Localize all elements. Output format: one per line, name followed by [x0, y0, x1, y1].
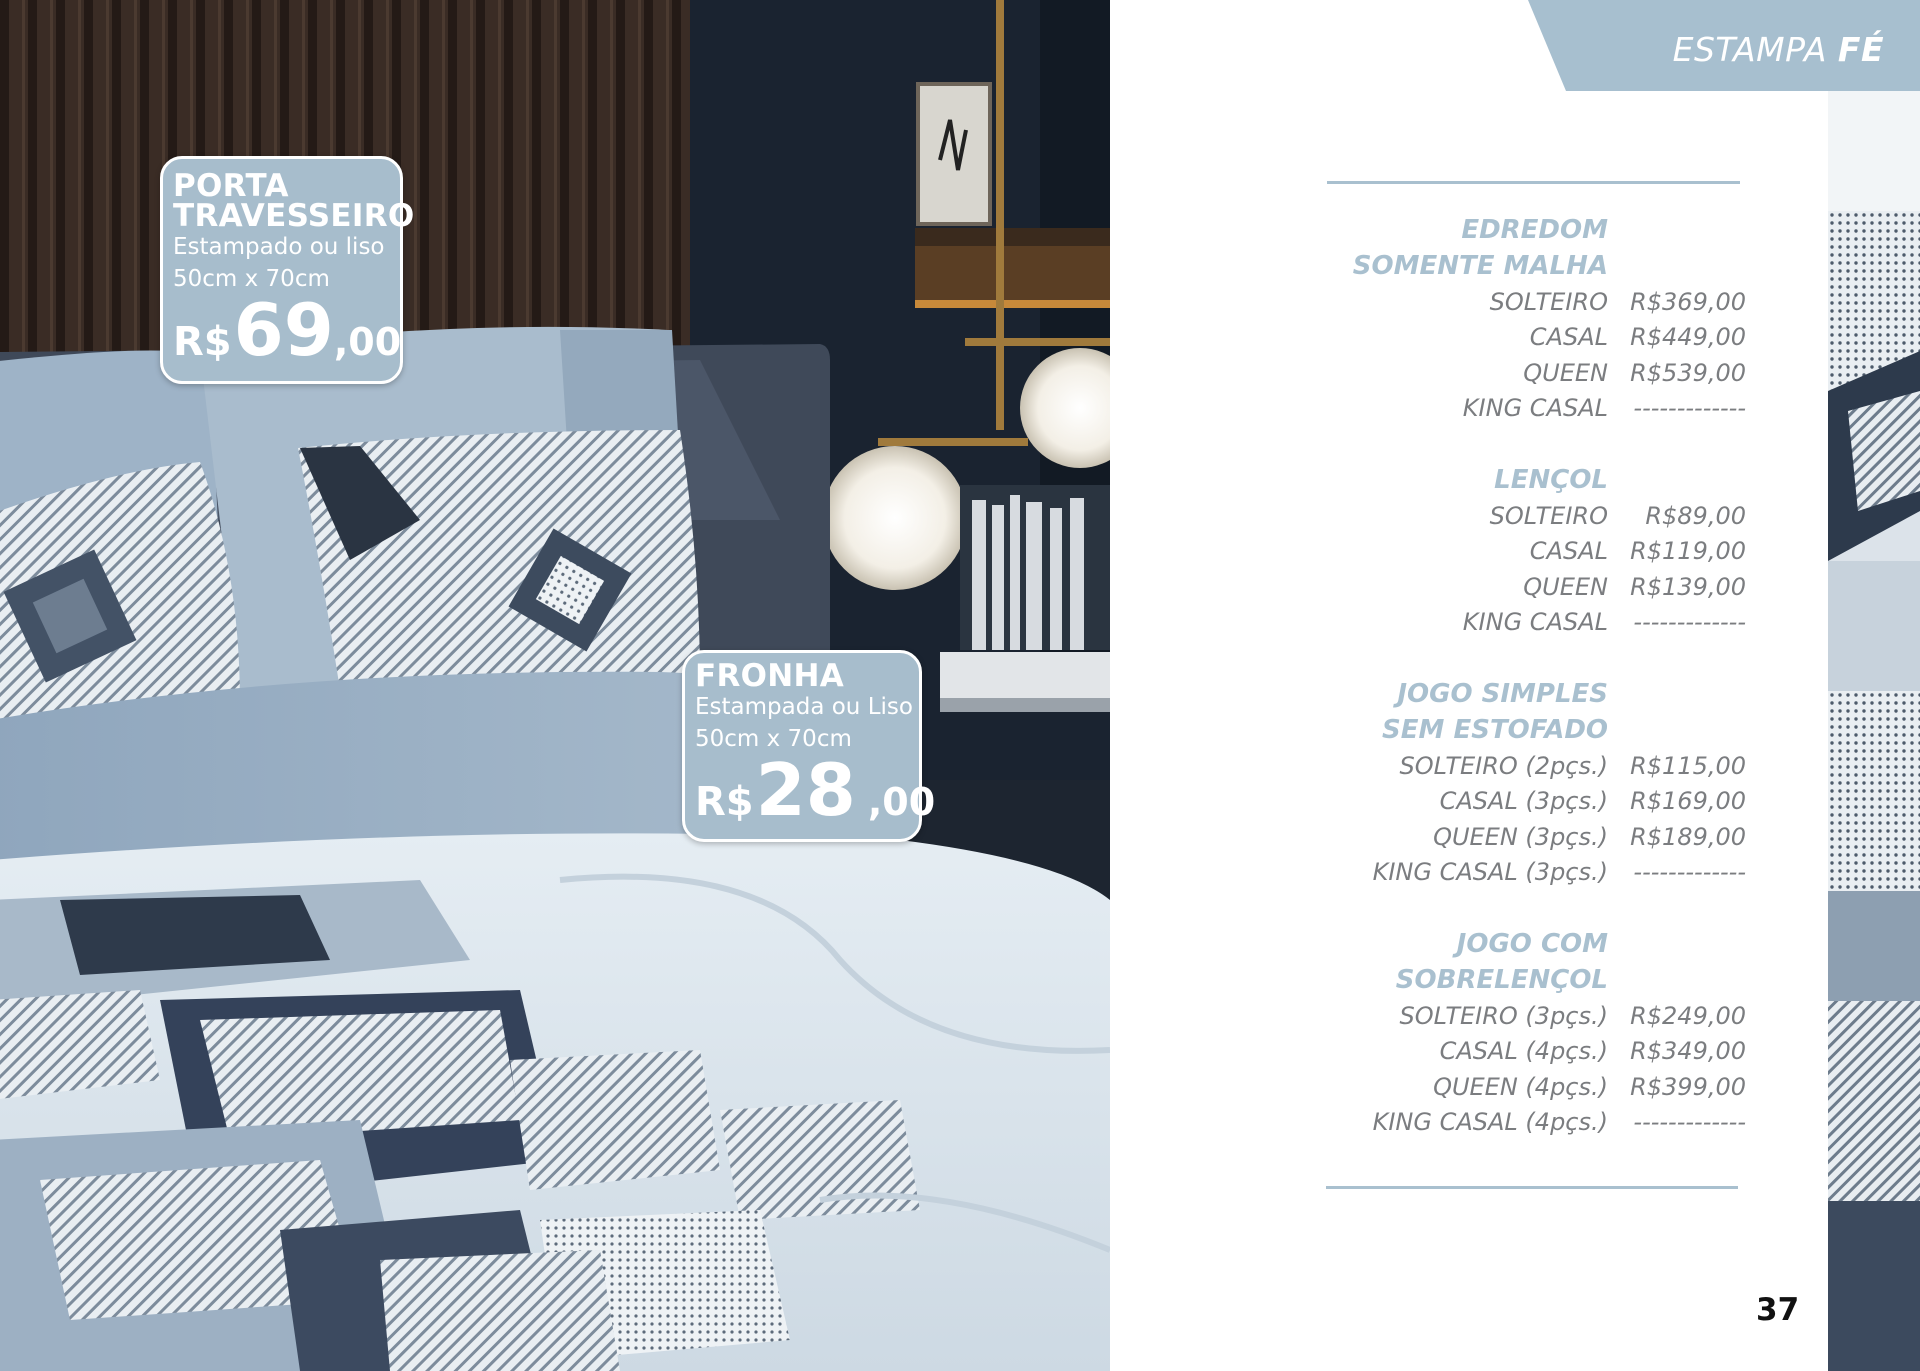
price-row	[1330, 855, 1750, 891]
price-value: -------------	[1633, 394, 1746, 423]
page-title-bold: FÉ	[1837, 30, 1884, 69]
tag-price	[695, 748, 936, 832]
tag-price	[173, 288, 402, 372]
size-label: CASAL	[1529, 323, 1608, 352]
price-row	[1330, 534, 1750, 570]
price-value: R$89,00	[1645, 501, 1746, 530]
price-row	[1330, 1069, 1750, 1105]
size-label: QUEEN (4pçs.)	[1433, 1072, 1608, 1101]
section-title-line2: SOMENTE MALHA	[1352, 251, 1608, 281]
size-label: QUEEN	[1523, 572, 1608, 601]
price-value: -------------	[1633, 858, 1746, 887]
size-label: KING CASAL	[1462, 608, 1608, 637]
price-row	[1330, 1105, 1750, 1141]
section-title-line2: SEM ESTOFADO	[1382, 715, 1608, 745]
fronha-price-tag	[682, 650, 936, 842]
price-value: R$349,00	[1630, 1037, 1746, 1066]
price-cents: ,00	[333, 320, 402, 364]
price-row	[1330, 498, 1750, 534]
price-row	[1330, 605, 1750, 641]
price-row	[1330, 320, 1750, 356]
price-row	[1330, 569, 1750, 605]
size-label: CASAL	[1529, 537, 1608, 566]
price-value: R$249,00	[1630, 1001, 1746, 1030]
price-value: R$169,00	[1630, 787, 1746, 816]
size-label: CASAL (3pçs.)	[1439, 787, 1608, 816]
price-currency: R$	[173, 319, 232, 365]
price-value: R$119,00	[1630, 537, 1746, 566]
section-lencol	[1330, 462, 1750, 640]
section-title-line1: EDREDOM	[1461, 215, 1608, 245]
price-row	[1330, 355, 1750, 391]
tag-title-line1: PORTA	[173, 168, 289, 204]
size-label: CASAL (4pçs.)	[1439, 1037, 1608, 1066]
bottom-divider	[1326, 1186, 1738, 1189]
price-value: R$539,00	[1630, 358, 1746, 387]
tag-desc-line1: Estampada ou Liso	[695, 694, 913, 720]
porta-travesseiro-price-tag	[160, 156, 415, 384]
fabric-edge-illustration	[1828, 91, 1920, 1371]
price-row	[1330, 1034, 1750, 1070]
size-label: QUEEN	[1523, 358, 1608, 387]
page-title-prefix: ESTAMPA	[1672, 30, 1827, 69]
price-value: R$189,00	[1630, 822, 1746, 851]
page-number: 37	[1756, 1292, 1800, 1328]
page-title	[1673, 30, 1884, 69]
price-value: R$139,00	[1630, 572, 1746, 601]
price-cents: ,00	[867, 780, 936, 824]
price-value: R$115,00	[1630, 751, 1746, 780]
size-label: KING CASAL	[1462, 394, 1608, 423]
section-jogo-com-sobrelencol	[1330, 926, 1750, 1140]
size-label: KING CASAL (3pçs.)	[1372, 858, 1608, 887]
price-value: R$369,00	[1630, 287, 1746, 316]
price-currency: R$	[695, 779, 754, 825]
price-integer: 28	[755, 748, 856, 832]
price-integer: 69	[233, 288, 334, 372]
section-title-line2: SOBRELENÇOL	[1395, 965, 1608, 995]
price-row	[1330, 284, 1750, 320]
price-row	[1330, 391, 1750, 427]
price-value: -------------	[1633, 1108, 1746, 1137]
tag-desc-line2: 50cm x 70cm	[173, 266, 330, 292]
price-row	[1330, 998, 1750, 1034]
size-label: SOLTEIRO	[1489, 501, 1608, 530]
section-title-line1: LENÇOL	[1494, 465, 1608, 495]
size-label: KING CASAL (4pçs.)	[1372, 1108, 1608, 1137]
size-label: SOLTEIRO	[1489, 287, 1608, 316]
tag-title: FRONHA	[695, 658, 845, 694]
price-value: R$399,00	[1630, 1072, 1746, 1101]
tag-desc-line2: 50cm x 70cm	[695, 726, 852, 752]
fabric-edge-photo	[1828, 91, 1920, 1371]
size-label: QUEEN (3pçs.)	[1433, 822, 1608, 851]
top-divider	[1327, 181, 1740, 184]
price-row	[1330, 784, 1750, 820]
section-edredom	[1330, 212, 1750, 426]
section-title-line1: JOGO COM	[1456, 929, 1608, 959]
tag-title-line2: TRAVESSEIRO	[173, 198, 415, 234]
section-jogo-simples	[1330, 676, 1750, 890]
price-value: R$449,00	[1630, 323, 1746, 352]
price-row	[1330, 819, 1750, 855]
price-list	[1330, 212, 1750, 1176]
size-label: SOLTEIRO (3pçs.)	[1399, 1001, 1608, 1030]
price-value: -------------	[1633, 608, 1746, 637]
tag-desc-line1: Estampado ou liso	[173, 234, 385, 260]
price-row	[1330, 748, 1750, 784]
size-label: SOLTEIRO (2pçs.)	[1399, 751, 1608, 780]
section-title-line1: JOGO SIMPLES	[1397, 679, 1608, 709]
